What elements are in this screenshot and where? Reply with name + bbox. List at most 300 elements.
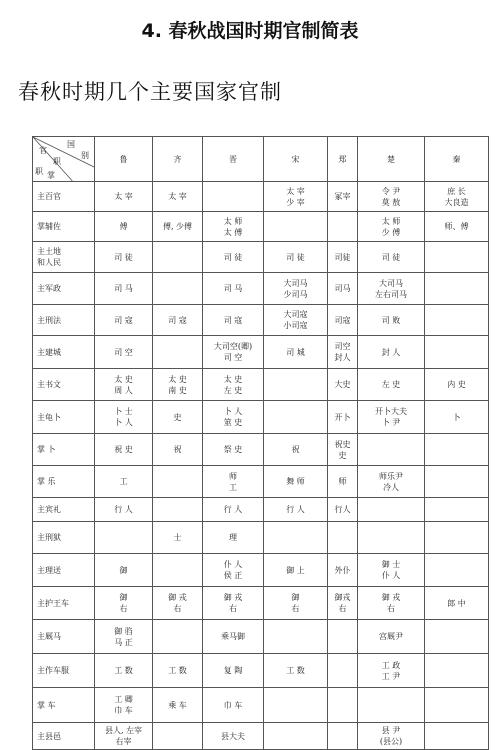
official-title-cell xyxy=(264,466,328,498)
official-title: 令 尹 xyxy=(381,186,401,196)
office-duty-label-line: 掌 卜 xyxy=(37,445,56,454)
official-title-cell xyxy=(153,336,203,369)
official-title-cell xyxy=(203,273,264,305)
official-title-cell xyxy=(358,242,425,273)
office-duty-label xyxy=(33,369,95,401)
official-title-cell xyxy=(203,498,264,522)
office-duty-label xyxy=(33,401,95,434)
official-title: 司 徒 xyxy=(114,252,133,262)
official-title: 傅 xyxy=(119,222,128,231)
office-duty-label-line: 主刑狱 xyxy=(37,533,61,542)
office-duty-label xyxy=(33,723,95,750)
official-title-cell xyxy=(328,554,358,587)
official-title: 司 空 xyxy=(114,347,133,357)
official-title-cell xyxy=(95,620,153,654)
official-title: 御 戎 xyxy=(168,593,187,602)
official-title-cell xyxy=(153,620,203,654)
official-title: 司马 xyxy=(334,284,351,293)
official-title-cell xyxy=(203,620,264,654)
state-header: 鲁 xyxy=(95,137,153,182)
office-duty-label-line: 和人民 xyxy=(37,258,61,267)
official-title-cell xyxy=(95,522,153,554)
official-title: 太 史 xyxy=(114,374,133,384)
official-title-cell xyxy=(264,336,328,369)
official-title: 乘马御 xyxy=(221,632,245,641)
official-title: 右 xyxy=(119,604,128,613)
official-title: 士 xyxy=(173,533,182,542)
official-title: 冢宰 xyxy=(334,192,351,201)
official-title-cell xyxy=(95,723,153,750)
office-duty-label-line: 主厩马 xyxy=(37,632,61,641)
official-title: 马 正 xyxy=(114,637,133,647)
official-title-cell xyxy=(328,654,358,688)
official-title-cell xyxy=(203,723,264,750)
official-title-cell xyxy=(425,242,489,273)
official-title: 少 宰 xyxy=(286,197,305,207)
official-title: 太 史 xyxy=(223,374,243,384)
office-duty-label-line: 主龟卜 xyxy=(37,412,61,422)
table-row xyxy=(33,554,489,587)
official-title: 司徒 xyxy=(334,252,351,262)
official-title-cell xyxy=(264,688,328,723)
official-title-cell xyxy=(425,688,489,723)
official-title-cell xyxy=(264,305,328,336)
official-title: 小司寇 xyxy=(283,321,308,330)
official-title-cell xyxy=(328,434,358,466)
office-duty-label xyxy=(33,554,95,587)
official-title-cell xyxy=(95,212,153,242)
table-row xyxy=(33,723,489,750)
official-title-cell xyxy=(95,688,153,723)
official-title: 郎 中 xyxy=(447,598,466,608)
official-title: 大司马 xyxy=(283,278,308,288)
office-duty-label-line: 主护王车 xyxy=(37,598,69,608)
header-corner-label: 掌 xyxy=(47,171,55,180)
official-title: 内 史 xyxy=(447,380,466,389)
official-title-cell xyxy=(203,212,264,242)
official-title-cell xyxy=(264,273,328,305)
official-title: 司 徒 xyxy=(286,252,305,262)
official-title: 太 宰 xyxy=(114,192,133,201)
official-title-cell xyxy=(328,498,358,522)
official-title-cell xyxy=(153,305,203,336)
official-title-cell xyxy=(264,401,328,434)
official-title: 工 xyxy=(119,477,128,486)
official-title: 御 xyxy=(291,593,300,602)
official-title-cell xyxy=(358,401,425,434)
official-title-cell xyxy=(264,434,328,466)
official-title: 卜 尹 xyxy=(381,418,401,427)
official-title-cell xyxy=(328,242,358,273)
official-title-cell xyxy=(358,620,425,654)
office-duty-label-line: 主理送 xyxy=(37,565,61,575)
official-title-cell xyxy=(95,242,153,273)
official-title-cell xyxy=(153,498,203,522)
official-title-cell xyxy=(153,554,203,587)
office-duty-label-line: 掌 车 xyxy=(37,700,56,710)
official-title-cell xyxy=(358,554,425,587)
official-title: 祝 史 xyxy=(114,445,133,454)
official-title: 司 徒 xyxy=(381,252,401,262)
official-title-cell xyxy=(358,212,425,242)
official-title-cell xyxy=(358,654,425,688)
official-title-cell xyxy=(153,182,203,212)
office-duty-label-line: 主军政 xyxy=(37,284,61,293)
official-title-cell xyxy=(425,522,489,554)
official-title-cell xyxy=(153,587,203,620)
official-title-cell xyxy=(425,498,489,522)
official-title-cell xyxy=(153,401,203,434)
official-title: 司 徒 xyxy=(223,252,243,262)
table-row xyxy=(33,654,489,688)
official-title: 御 戎 xyxy=(381,593,401,602)
official-title-cell xyxy=(203,401,264,434)
official-title-cell xyxy=(358,466,425,498)
table-row xyxy=(33,369,489,401)
official-title-cell xyxy=(203,305,264,336)
official-title-cell xyxy=(328,723,358,750)
official-title: 史 xyxy=(173,412,182,422)
official-title: 庶 长 xyxy=(447,186,466,196)
official-title-cell xyxy=(358,336,425,369)
table-row xyxy=(33,401,489,434)
official-title: 御 上 xyxy=(286,565,305,575)
official-title: 大司马 xyxy=(379,278,403,288)
header-corner-label: 官 xyxy=(39,146,47,155)
official-title: 司 寇 xyxy=(168,315,187,325)
state-header: 晋 xyxy=(203,137,264,182)
official-title-cell xyxy=(425,587,489,620)
official-title: 太 师 xyxy=(223,216,243,226)
official-title: 封人 xyxy=(334,353,351,362)
official-title: 冷人 xyxy=(383,482,399,492)
official-title-cell xyxy=(358,498,425,522)
official-title-cell xyxy=(95,587,153,620)
official-title-cell xyxy=(203,434,264,466)
official-title-cell xyxy=(358,182,425,212)
official-title-cell xyxy=(95,466,153,498)
official-title-cell xyxy=(203,182,264,212)
official-title: 司 空 xyxy=(223,353,243,362)
official-title-cell xyxy=(425,434,489,466)
official-title: 大良造 xyxy=(444,197,469,207)
official-title-cell xyxy=(328,587,358,620)
office-duty-label-line: 主书文 xyxy=(37,380,61,389)
official-title: 师 xyxy=(229,471,237,481)
office-duty-label-line: 主百官 xyxy=(37,192,61,201)
official-title-cell xyxy=(153,273,203,305)
table-row xyxy=(33,620,489,654)
header-corner-cell xyxy=(33,137,95,182)
official-title-cell xyxy=(203,654,264,688)
official-title: 巾 车 xyxy=(114,706,133,715)
official-title-cell xyxy=(153,654,203,688)
official-title: 筮 史 xyxy=(223,418,243,427)
official-title-cell xyxy=(95,654,153,688)
office-duty-label xyxy=(33,654,95,688)
official-title-cell xyxy=(425,654,489,688)
official-title: 封 人 xyxy=(381,347,401,357)
office-duty-label xyxy=(33,182,95,212)
official-title: 仆 人 xyxy=(381,571,401,580)
official-title-cell xyxy=(425,212,489,242)
official-title-cell xyxy=(358,587,425,620)
official-title: 御 xyxy=(119,565,128,575)
official-title-cell xyxy=(358,305,425,336)
official-title: 周 人 xyxy=(114,385,133,395)
official-title-cell xyxy=(328,305,358,336)
official-title: 傅, 少傅 xyxy=(162,222,193,231)
state-header: 齐 xyxy=(153,137,203,182)
official-title: 御戎 xyxy=(334,593,351,602)
official-title-cell xyxy=(358,273,425,305)
official-title-cell xyxy=(328,273,358,305)
table-row xyxy=(33,522,489,554)
official-title: 史 xyxy=(338,450,347,460)
official-title-cell xyxy=(264,242,328,273)
official-title-cell xyxy=(203,554,264,587)
official-title: 仆 人 xyxy=(223,560,243,569)
official-title-cell xyxy=(203,369,264,401)
table-row xyxy=(33,182,489,212)
official-title-cell xyxy=(425,723,489,750)
official-title: 司 寇 xyxy=(114,315,133,325)
official-title-cell xyxy=(264,498,328,522)
official-title-cell xyxy=(264,587,328,620)
official-title: 侯 正 xyxy=(223,571,243,580)
state-header: 宋 xyxy=(264,137,328,182)
office-duty-label-line: 主刑法 xyxy=(37,315,61,325)
office-duty-label xyxy=(33,587,95,620)
official-title: 县大夫 xyxy=(221,731,245,741)
official-title: 太 宰 xyxy=(286,186,305,196)
official-title-cell xyxy=(425,182,489,212)
official-title: 太 史 xyxy=(168,374,187,384)
official-title: 理 xyxy=(229,533,237,542)
state-header: 秦 xyxy=(425,137,489,182)
table-row xyxy=(33,336,489,369)
official-title: 工 政 xyxy=(381,660,401,670)
header-corner-label: 别 xyxy=(81,151,89,160)
official-title-cell xyxy=(328,182,358,212)
official-title: 祝史 xyxy=(334,439,351,449)
official-title: 太 师 xyxy=(381,216,401,226)
official-title-cell xyxy=(328,688,358,723)
official-title-cell xyxy=(95,182,153,212)
official-title-cell xyxy=(425,401,489,434)
official-title-cell xyxy=(358,522,425,554)
office-duty-label-line: 掌 乐 xyxy=(37,477,56,486)
official-title: 行人 xyxy=(334,505,351,514)
official-title-cell xyxy=(203,688,264,723)
official-title: 乘 车 xyxy=(168,700,187,710)
official-title-cell xyxy=(425,336,489,369)
table-row xyxy=(33,242,489,273)
table-row xyxy=(33,498,489,522)
official-title: 外仆 xyxy=(334,565,351,575)
official-system-table xyxy=(32,136,489,750)
official-title: 宫厩尹 xyxy=(379,632,403,641)
office-duty-label-line: 主县邑 xyxy=(37,731,61,741)
official-title-cell xyxy=(358,723,425,750)
office-duty-label xyxy=(33,305,95,336)
table-row xyxy=(33,212,489,242)
official-title-cell xyxy=(264,554,328,587)
office-duty-label xyxy=(33,434,95,466)
official-title: 御 戎 xyxy=(223,593,243,602)
official-title: 少 傅 xyxy=(381,227,401,237)
header-corner-label: 国 xyxy=(67,140,75,149)
official-title: 南 史 xyxy=(168,385,187,395)
official-title: 御 xyxy=(119,593,128,602)
official-title: 司 城 xyxy=(286,347,305,357)
table-row xyxy=(33,434,489,466)
official-title-cell xyxy=(264,369,328,401)
official-title: 开卜 xyxy=(334,412,351,422)
header-corner-label: 职 xyxy=(53,157,61,166)
official-title-cell xyxy=(95,554,153,587)
official-title-cell xyxy=(328,401,358,434)
official-title: 祝 xyxy=(291,445,300,454)
section-subtitle: 春秋时期几个主要国家官制 xyxy=(18,80,282,104)
official-title-cell xyxy=(425,554,489,587)
official-title: 左 史 xyxy=(223,385,243,395)
official-title-cell xyxy=(264,182,328,212)
official-title: 大司寇 xyxy=(283,310,308,319)
official-title-cell xyxy=(328,336,358,369)
official-title-cell xyxy=(153,212,203,242)
official-title: 工 卿 xyxy=(114,695,133,704)
official-title: 县 尹 xyxy=(381,726,401,735)
official-title-cell xyxy=(153,522,203,554)
official-title-cell xyxy=(358,369,425,401)
office-duty-label xyxy=(33,466,95,498)
official-title: 师、傅 xyxy=(444,222,469,231)
official-title: 右 xyxy=(229,604,237,613)
official-title: 大司空(卿) xyxy=(213,342,253,351)
official-title: 莫 敖 xyxy=(381,197,401,207)
office-duty-label-line: 主作车服 xyxy=(37,666,69,675)
official-title-cell xyxy=(203,522,264,554)
office-duty-label xyxy=(33,242,95,273)
official-title-cell xyxy=(95,498,153,522)
official-title-cell xyxy=(264,723,328,750)
official-title: (县公) xyxy=(379,737,403,746)
official-title: 司 寇 xyxy=(223,315,243,325)
official-title-cell xyxy=(264,212,328,242)
official-title: 御 士 xyxy=(381,560,401,569)
state-header: 楚 xyxy=(358,137,425,182)
official-title-cell xyxy=(153,466,203,498)
official-title: 右 xyxy=(173,604,182,613)
official-title: 司空 xyxy=(334,342,351,351)
official-title-cell xyxy=(153,723,203,750)
official-title: 司寇 xyxy=(334,315,351,325)
official-title: 司 马 xyxy=(114,284,133,293)
office-duty-label-line: 主土地 xyxy=(37,247,61,256)
official-title-cell xyxy=(425,466,489,498)
official-title: 卜 人 xyxy=(114,418,133,427)
page-title: 4. 春秋战国时期官制简表 xyxy=(141,20,359,42)
office-duty-label-line: 主宾礼 xyxy=(37,505,61,514)
table-row xyxy=(33,273,489,305)
official-title-cell xyxy=(203,587,264,620)
official-title-cell xyxy=(95,273,153,305)
official-title-cell xyxy=(95,336,153,369)
official-title-cell xyxy=(95,401,153,434)
official-title: 太 宰 xyxy=(168,192,187,201)
table-row xyxy=(33,305,489,336)
official-title: 师乐尹 xyxy=(379,471,403,481)
official-title-cell xyxy=(264,620,328,654)
official-title-cell xyxy=(328,466,358,498)
official-title-cell xyxy=(328,620,358,654)
official-title: 司 败 xyxy=(381,315,401,325)
official-title: 工 数 xyxy=(286,666,305,675)
official-title: 祝 xyxy=(173,445,182,454)
official-title: 复 陶 xyxy=(223,666,243,675)
official-title: 左右司马 xyxy=(375,289,407,299)
official-title-cell xyxy=(95,434,153,466)
office-duty-label xyxy=(33,212,95,242)
official-title: 大史 xyxy=(334,380,351,389)
office-duty-label xyxy=(33,336,95,369)
official-title-cell xyxy=(203,466,264,498)
official-title: 卜 xyxy=(452,412,461,422)
official-title: 开卜大夫 xyxy=(375,407,407,416)
official-title: 卜 人 xyxy=(223,407,243,416)
official-title-cell xyxy=(358,688,425,723)
official-title: 工 xyxy=(229,482,237,492)
official-title-cell xyxy=(425,620,489,654)
official-title: 行 人 xyxy=(114,505,133,514)
official-title: 巾 车 xyxy=(223,700,243,710)
table-body xyxy=(33,182,489,750)
official-title: 御 驺 xyxy=(114,626,133,636)
official-title-cell xyxy=(203,336,264,369)
official-title: 师 xyxy=(338,477,347,486)
official-title: 县人, 左宰 xyxy=(104,726,143,735)
official-title: 右宰 xyxy=(115,737,132,746)
official-title-cell xyxy=(425,369,489,401)
official-title: 少司马 xyxy=(283,289,308,299)
office-duty-label xyxy=(33,522,95,554)
official-title-cell xyxy=(328,369,358,401)
official-title-cell xyxy=(328,212,358,242)
official-title-cell xyxy=(425,273,489,305)
official-title-cell xyxy=(264,654,328,688)
official-title: 舞 师 xyxy=(286,477,305,486)
official-title-cell xyxy=(264,522,328,554)
official-title: 工 数 xyxy=(114,666,133,675)
official-title: 工 尹 xyxy=(381,671,401,681)
official-title: 行 人 xyxy=(223,505,243,514)
official-title-cell xyxy=(328,522,358,554)
table-row xyxy=(33,466,489,498)
office-duty-label-line: 主建城 xyxy=(37,347,61,357)
table-row xyxy=(33,688,489,723)
official-title-cell xyxy=(153,369,203,401)
official-title: 卜 士 xyxy=(114,407,133,416)
table-header-row xyxy=(33,137,489,182)
official-title: 右 xyxy=(291,604,300,613)
state-header: 郑 xyxy=(328,137,358,182)
official-title-cell xyxy=(425,305,489,336)
office-duty-label xyxy=(33,273,95,305)
official-title: 工 数 xyxy=(168,666,187,675)
official-title-cell xyxy=(153,242,203,273)
office-duty-label xyxy=(33,688,95,723)
